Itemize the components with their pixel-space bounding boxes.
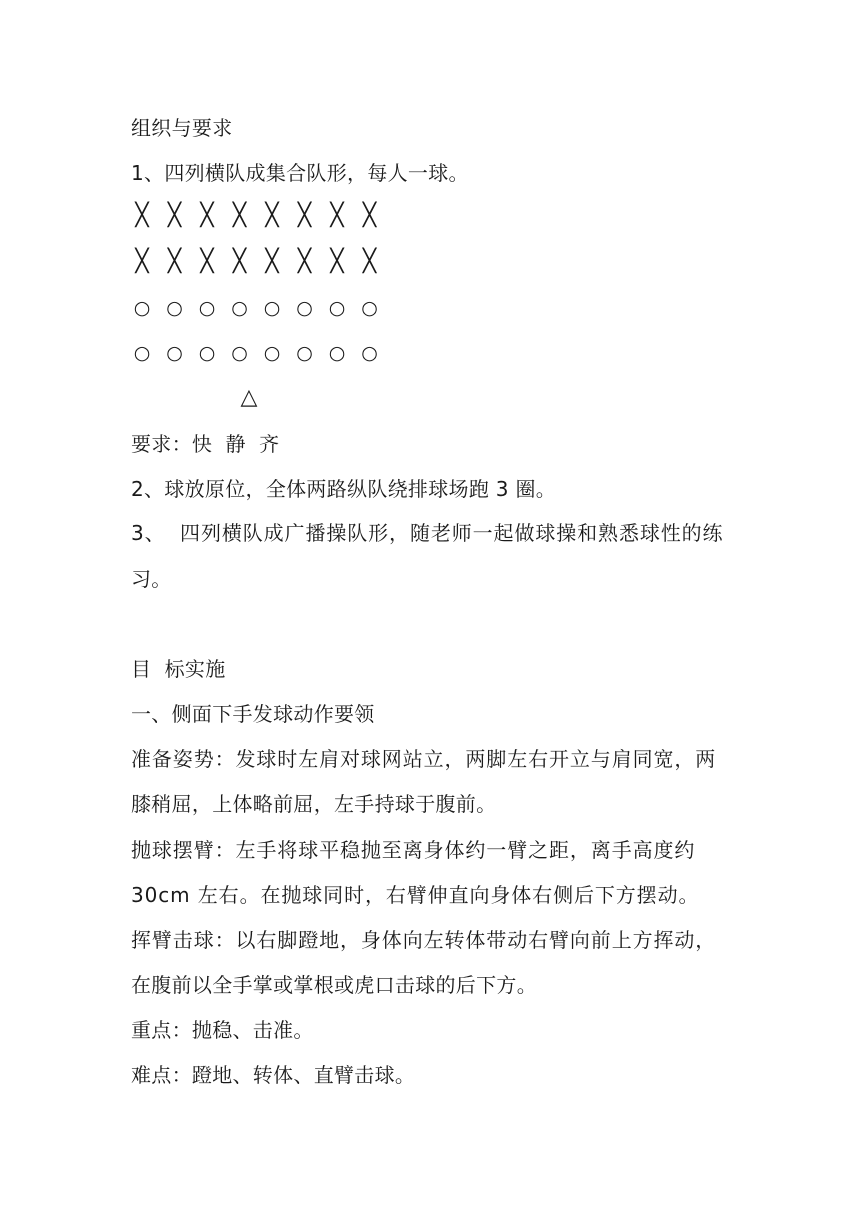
student-cross-icon: ╳ <box>265 203 279 228</box>
key-point: 重点：抛稳、击准。 <box>131 1018 314 1042</box>
student-cross-icon: ╳ <box>362 203 377 228</box>
item-3-line-1: 3、 四列横队成广播操队形，随老师一起做球操和熟悉球性的练 <box>131 521 724 545</box>
item-2: 2、球放原位，全体两路纵队绕排球场跑 3 圈。 <box>131 477 557 501</box>
student-cross-icon: ╳ <box>200 203 214 228</box>
student-circle-icon: ○ <box>328 297 346 319</box>
student-cross-icon: ╳ <box>297 203 312 228</box>
student-circle-icon: ○ <box>361 297 378 319</box>
section-1-title: 一、侧面下手发球动作要领 <box>131 702 375 726</box>
student-circle-icon: ○ <box>133 297 151 319</box>
swing-line-2: 在腹前以全手掌或掌根或虎口击球的后下方。 <box>131 973 537 997</box>
student-circle-icon: ○ <box>133 342 151 364</box>
requirement: 要求：快 静 齐 <box>131 432 280 456</box>
swing-line-1: 挥臂击球：以右脚蹬地，身体向左转体带动右臂向前上方挥动， <box>131 928 717 952</box>
student-cross-icon: ╳ <box>297 249 312 274</box>
item-3-line-2: 习。 <box>131 567 172 591</box>
student-cross-icon: ╳ <box>167 203 182 228</box>
student-circle-icon: ○ <box>198 342 216 364</box>
student-cross-icon: ╳ <box>232 249 247 274</box>
toss-line-2: 30cm 左右。在抛球同时，右臂伸直向身体右侧后下方摆动。 <box>131 883 700 907</box>
student-cross-icon: ╳ <box>330 249 344 274</box>
student-cross-icon: ╳ <box>167 249 182 274</box>
student-circle-icon: ○ <box>263 297 281 319</box>
difficulty: 难点：蹬地、转体、直臂击球。 <box>131 1063 416 1087</box>
student-circle-icon: ○ <box>361 342 378 364</box>
student-circle-icon: ○ <box>231 342 248 364</box>
student-cross-icon: ╳ <box>135 203 149 228</box>
item-1: 1、四列横队成集合队形，每人一球。 <box>131 161 469 185</box>
student-cross-icon: ╳ <box>362 249 377 274</box>
org-heading: 组织与要求 <box>131 116 233 140</box>
student-cross-icon: ╳ <box>330 203 344 228</box>
prep-line-2: 膝稍屈，上体略前屈，左手持球于腹前。 <box>131 792 497 816</box>
student-circle-icon: ○ <box>198 297 216 319</box>
student-circle-icon: ○ <box>166 297 183 319</box>
student-circle-icon: ○ <box>296 342 313 364</box>
student-circle-icon: ○ <box>263 342 281 364</box>
toss-line-1: 抛球摆臂：左手将球平稳抛至离身体约一臂之距，离手高度约 <box>131 838 696 862</box>
student-cross-icon: ╳ <box>200 249 214 274</box>
student-cross-icon: ╳ <box>135 249 149 274</box>
prep-line-1: 准备姿势：发球时左肩对球网站立，两脚左右开立与肩同宽，两 <box>131 747 717 771</box>
student-circle-icon: ○ <box>231 297 248 319</box>
student-cross-icon: ╳ <box>232 203 247 228</box>
student-cross-icon: ╳ <box>265 249 279 274</box>
target-heading: 目 标实施 <box>131 657 226 681</box>
student-circle-icon: ○ <box>328 342 346 364</box>
student-circle-icon: ○ <box>166 342 183 364</box>
teacher-triangle-icon: △ <box>240 385 258 410</box>
student-circle-icon: ○ <box>296 297 313 319</box>
